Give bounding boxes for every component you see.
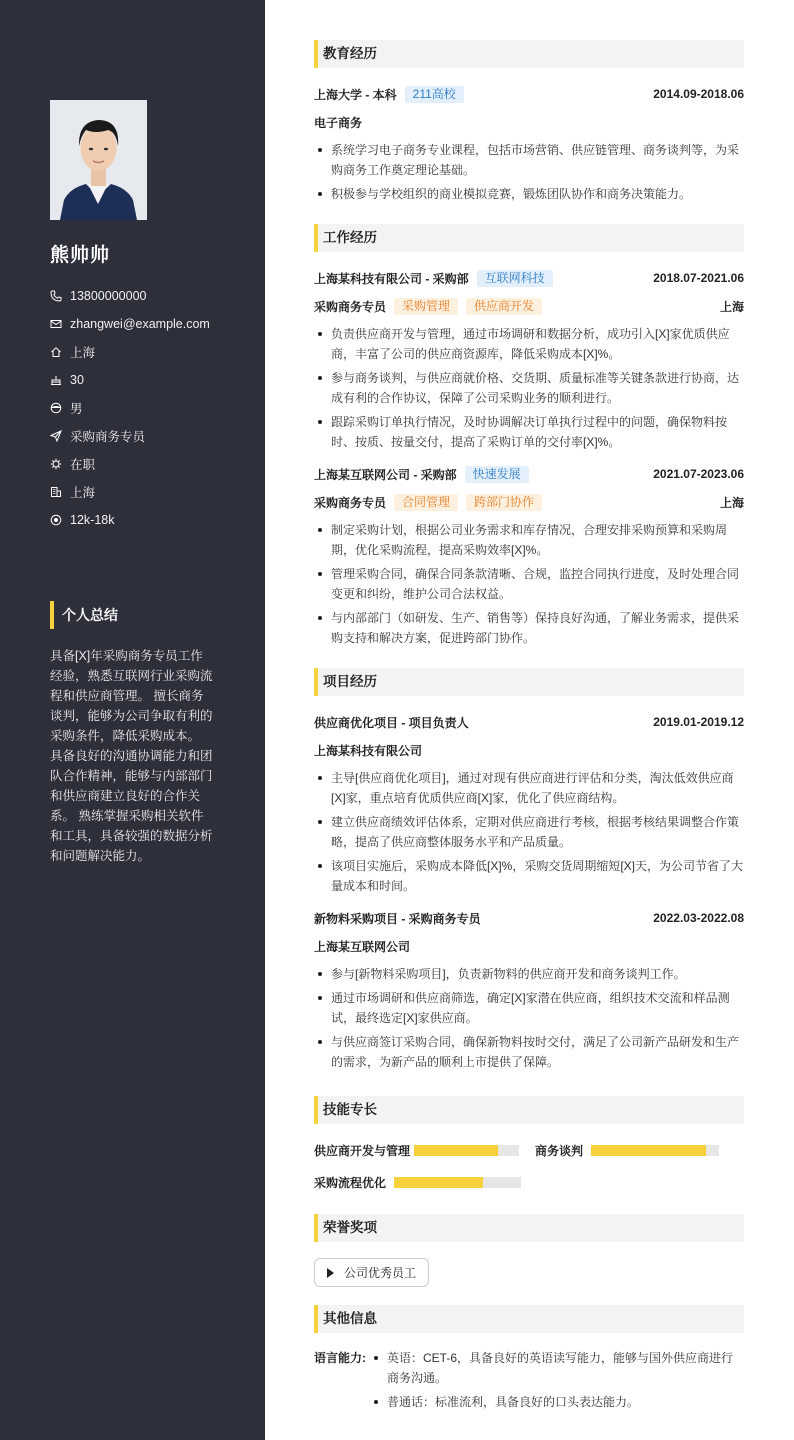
send-icon <box>50 430 62 442</box>
skill-bar-fill <box>414 1145 498 1156</box>
info-email <box>50 310 210 338</box>
list-item: 英语：CET-6，具备良好的英语读写能力，能够与国外供应商进行商务沟通。 <box>370 1348 744 1388</box>
project-name: 新物料采购项目 - 采购商务专员 <box>314 911 481 926</box>
list-item: 负责供应商开发与管理，通过市场调研和数据分析，成功引入[X]家优质供应商，丰富了公司的供应商资源库，降低采购成本[X]%。 <box>314 324 744 364</box>
job-role-row <box>314 488 744 516</box>
job-header-row <box>314 264 744 292</box>
work-section <box>314 224 744 648</box>
education-heading: 教育经历 <box>314 40 744 68</box>
list-item: 系统学习电子商务专业课程，包括市场营销、供应链管理、商务谈判等，为采购商务工作奠定理论基础。 <box>314 140 744 180</box>
projects-heading: 项目经历 <box>314 668 744 696</box>
list-item: 跟踪采购订单执行情况，及时协调解决订单执行过程中的问题，确保物料按时、按质、按量交付，提高了采购订单的交付率[X]%。 <box>314 412 744 452</box>
salary-icon <box>50 514 62 526</box>
list-item: 参与[新物料采购项目]，负责新物料的供应商开发和商务谈判工作。 <box>314 964 744 984</box>
skill-item <box>314 1140 519 1160</box>
job-company: 上海某科技有限公司 - 采购部 <box>314 271 469 286</box>
skills-heading: 技能专长 <box>314 1096 744 1124</box>
job-skill-tag: 跨部门协作 <box>466 494 542 511</box>
awards-heading: 荣誉奖项 <box>314 1214 744 1242</box>
education-date: 2014.09-2018.06 <box>653 87 744 101</box>
job-date: 2021.07-2023.06 <box>653 467 744 481</box>
info-phone <box>50 282 210 310</box>
job-skill-tag: 采购管理 <box>394 298 458 315</box>
salary-text: 12k-18k <box>70 513 115 527</box>
home-icon <box>50 346 62 358</box>
job-date: 2018.07-2021.06 <box>653 271 744 285</box>
list-item: 通过市场调研和供应商筛选，确定[X]家潜在供应商，组织技术交流和样品测试，最终选定[X]家供应商。 <box>314 988 744 1028</box>
avatar <box>50 100 147 220</box>
list-item: 积极参与学校组织的商业模拟竞赛，锻炼团队协作和商务决策能力。 <box>314 184 744 204</box>
project-bullets <box>314 964 744 1072</box>
job-company-tag: 快速发展 <box>465 466 529 483</box>
project-org: 上海某科技有限公司 <box>314 743 423 758</box>
info-status <box>50 450 210 478</box>
awards-section <box>314 1214 744 1287</box>
list-item: 参与商务谈判，与供应商就价格、交货期、质量标准等关键条款进行协商，达成有利的合作协议，保障了公司采购业务的顺利进行。 <box>314 368 744 408</box>
main-content <box>314 40 744 1416</box>
gender-text: 男 <box>70 402 83 416</box>
info-gender <box>50 394 210 422</box>
candidate-name: 熊帅帅 <box>50 245 111 266</box>
summary-heading: 个人总结 <box>50 601 118 629</box>
mail-icon <box>50 318 62 330</box>
info-city <box>50 478 210 506</box>
contact-info-list <box>50 282 210 534</box>
list-item: 管理采购合同，确保合同条款清晰、合规，监控合同执行进度，及时处理合同变更和纠纷，维护公司合法权益。 <box>314 564 744 604</box>
summary-text: 具备[X]年采购商务专员工作经验，熟悉互联网行业采购流程和供应商管理。 擅长商务谈判，能够为公司争取有利的采购条件，降低采购成本。 具备良好的沟通协调能力和团队合作精神，能够与内部部门和供应商建立良好的合作关系。 熟练掌握采购相关软件和工具，具备较强的数据分析和问题解决能力。 <box>50 649 213 863</box>
language-row <box>314 1348 744 1416</box>
skill-bar <box>591 1145 719 1156</box>
status-icon <box>50 458 62 470</box>
list-item: 与内部部门（如研发、生产、销售等）保持良好沟通，了解业务需求，提供采购支持和解决方案，促进跨部门协作。 <box>314 608 744 648</box>
info-salary <box>50 506 210 534</box>
job-skill-tag: 合同管理 <box>394 494 458 511</box>
job-role-row <box>314 292 744 320</box>
job-skill-tag: 供应商开发 <box>466 298 542 315</box>
gender-icon <box>50 402 62 414</box>
education-bullets <box>314 140 744 204</box>
list-item: 与供应商签订采购合同，确保新物料按时交付，满足了公司新产品研发和生产的需求，为新产品的顺利上市提供了保障。 <box>314 1032 744 1072</box>
job-city: 上海 <box>719 495 744 510</box>
skills-list <box>314 1138 744 1202</box>
job-role: 采购商务专员 <box>314 299 387 314</box>
email-text: zhangwei@example.com <box>70 317 210 331</box>
other-heading: 其他信息 <box>314 1305 744 1333</box>
job-bullets <box>314 520 744 648</box>
skill-bar-fill <box>591 1145 706 1156</box>
education-section <box>314 40 744 204</box>
building-icon <box>50 486 62 498</box>
language-bullets <box>370 1348 744 1416</box>
school-tag: 211高校 <box>405 86 464 103</box>
age-text: 30 <box>70 373 84 387</box>
location-text: 上海 <box>70 346 96 360</box>
sidebar <box>0 0 265 1440</box>
info-location <box>50 338 210 366</box>
language-label: 语言能力: <box>314 1351 366 1365</box>
list-item: 制定采购计划，根据公司业务需求和库存情况，合理安排采购预算和采购周期，优化采购流程，提高采购效率[X]%。 <box>314 520 744 560</box>
project-org: 上海某互联网公司 <box>314 939 411 954</box>
skill-name: 供应商开发与管理 <box>314 1143 411 1158</box>
skill-item <box>535 1140 719 1160</box>
skill-bar <box>414 1145 519 1156</box>
city-text: 上海 <box>70 486 96 500</box>
job-city: 上海 <box>719 299 744 314</box>
phone-text: 13800000000 <box>70 289 147 303</box>
project-bullets <box>314 768 744 896</box>
award-label: 公司优秀员工 <box>344 1266 417 1280</box>
major-name: 电子商务 <box>314 115 363 130</box>
project-header-row <box>314 904 744 932</box>
cake-icon <box>50 374 62 386</box>
position-text: 采购商务专员 <box>70 430 146 444</box>
project-date: 2022.03-2022.08 <box>653 911 744 925</box>
job-company-tag: 互联网科技 <box>477 270 553 287</box>
skill-item <box>314 1172 521 1192</box>
skill-bar <box>394 1177 521 1188</box>
list-item: 普通话：标准流利，具备良好的口头表达能力。 <box>370 1392 744 1412</box>
school-name: 上海大学 - 本科 <box>314 87 397 102</box>
job-bullets <box>314 324 744 452</box>
skill-name: 商务谈判 <box>535 1143 584 1158</box>
job-company: 上海某互联网公司 - 采购部 <box>314 467 457 482</box>
project-name: 供应商优化项目 - 项目负责人 <box>314 715 469 730</box>
work-heading: 工作经历 <box>314 224 744 252</box>
skill-bar-fill <box>394 1177 483 1188</box>
award-item[interactable] <box>314 1258 429 1287</box>
list-item: 主导[供应商优化项目]，通过对现有供应商进行评估和分类，淘汰低效供应商[X]家，重点培育优质供应商[X]家，优化了供应商结构。 <box>314 768 744 808</box>
list-item: 该项目实施后，采购成本降低[X]%，采购交货周期缩短[X]天，为公司节省了大量成本和时间。 <box>314 856 744 896</box>
major-row <box>314 108 744 136</box>
info-position <box>50 422 210 450</box>
status-text: 在职 <box>70 458 96 472</box>
other-section <box>314 1305 744 1416</box>
project-header-row <box>314 708 744 736</box>
skills-section <box>314 1096 744 1202</box>
info-age <box>50 366 210 394</box>
project-org-row <box>314 736 744 764</box>
skill-name: 采购流程优化 <box>314 1175 387 1190</box>
phone-icon <box>50 290 62 302</box>
job-role: 采购商务专员 <box>314 495 387 510</box>
projects-section <box>314 668 744 1072</box>
play-triangle-icon <box>327 1268 334 1278</box>
education-header-row <box>314 80 744 108</box>
job-header-row <box>314 460 744 488</box>
list-item: 建立供应商绩效评估体系，定期对供应商进行考核，根据考核结果调整合作策略，提高了供应商整体服务水平和产品质量。 <box>314 812 744 852</box>
project-org-row <box>314 932 744 960</box>
project-date: 2019.01-2019.12 <box>653 715 744 729</box>
